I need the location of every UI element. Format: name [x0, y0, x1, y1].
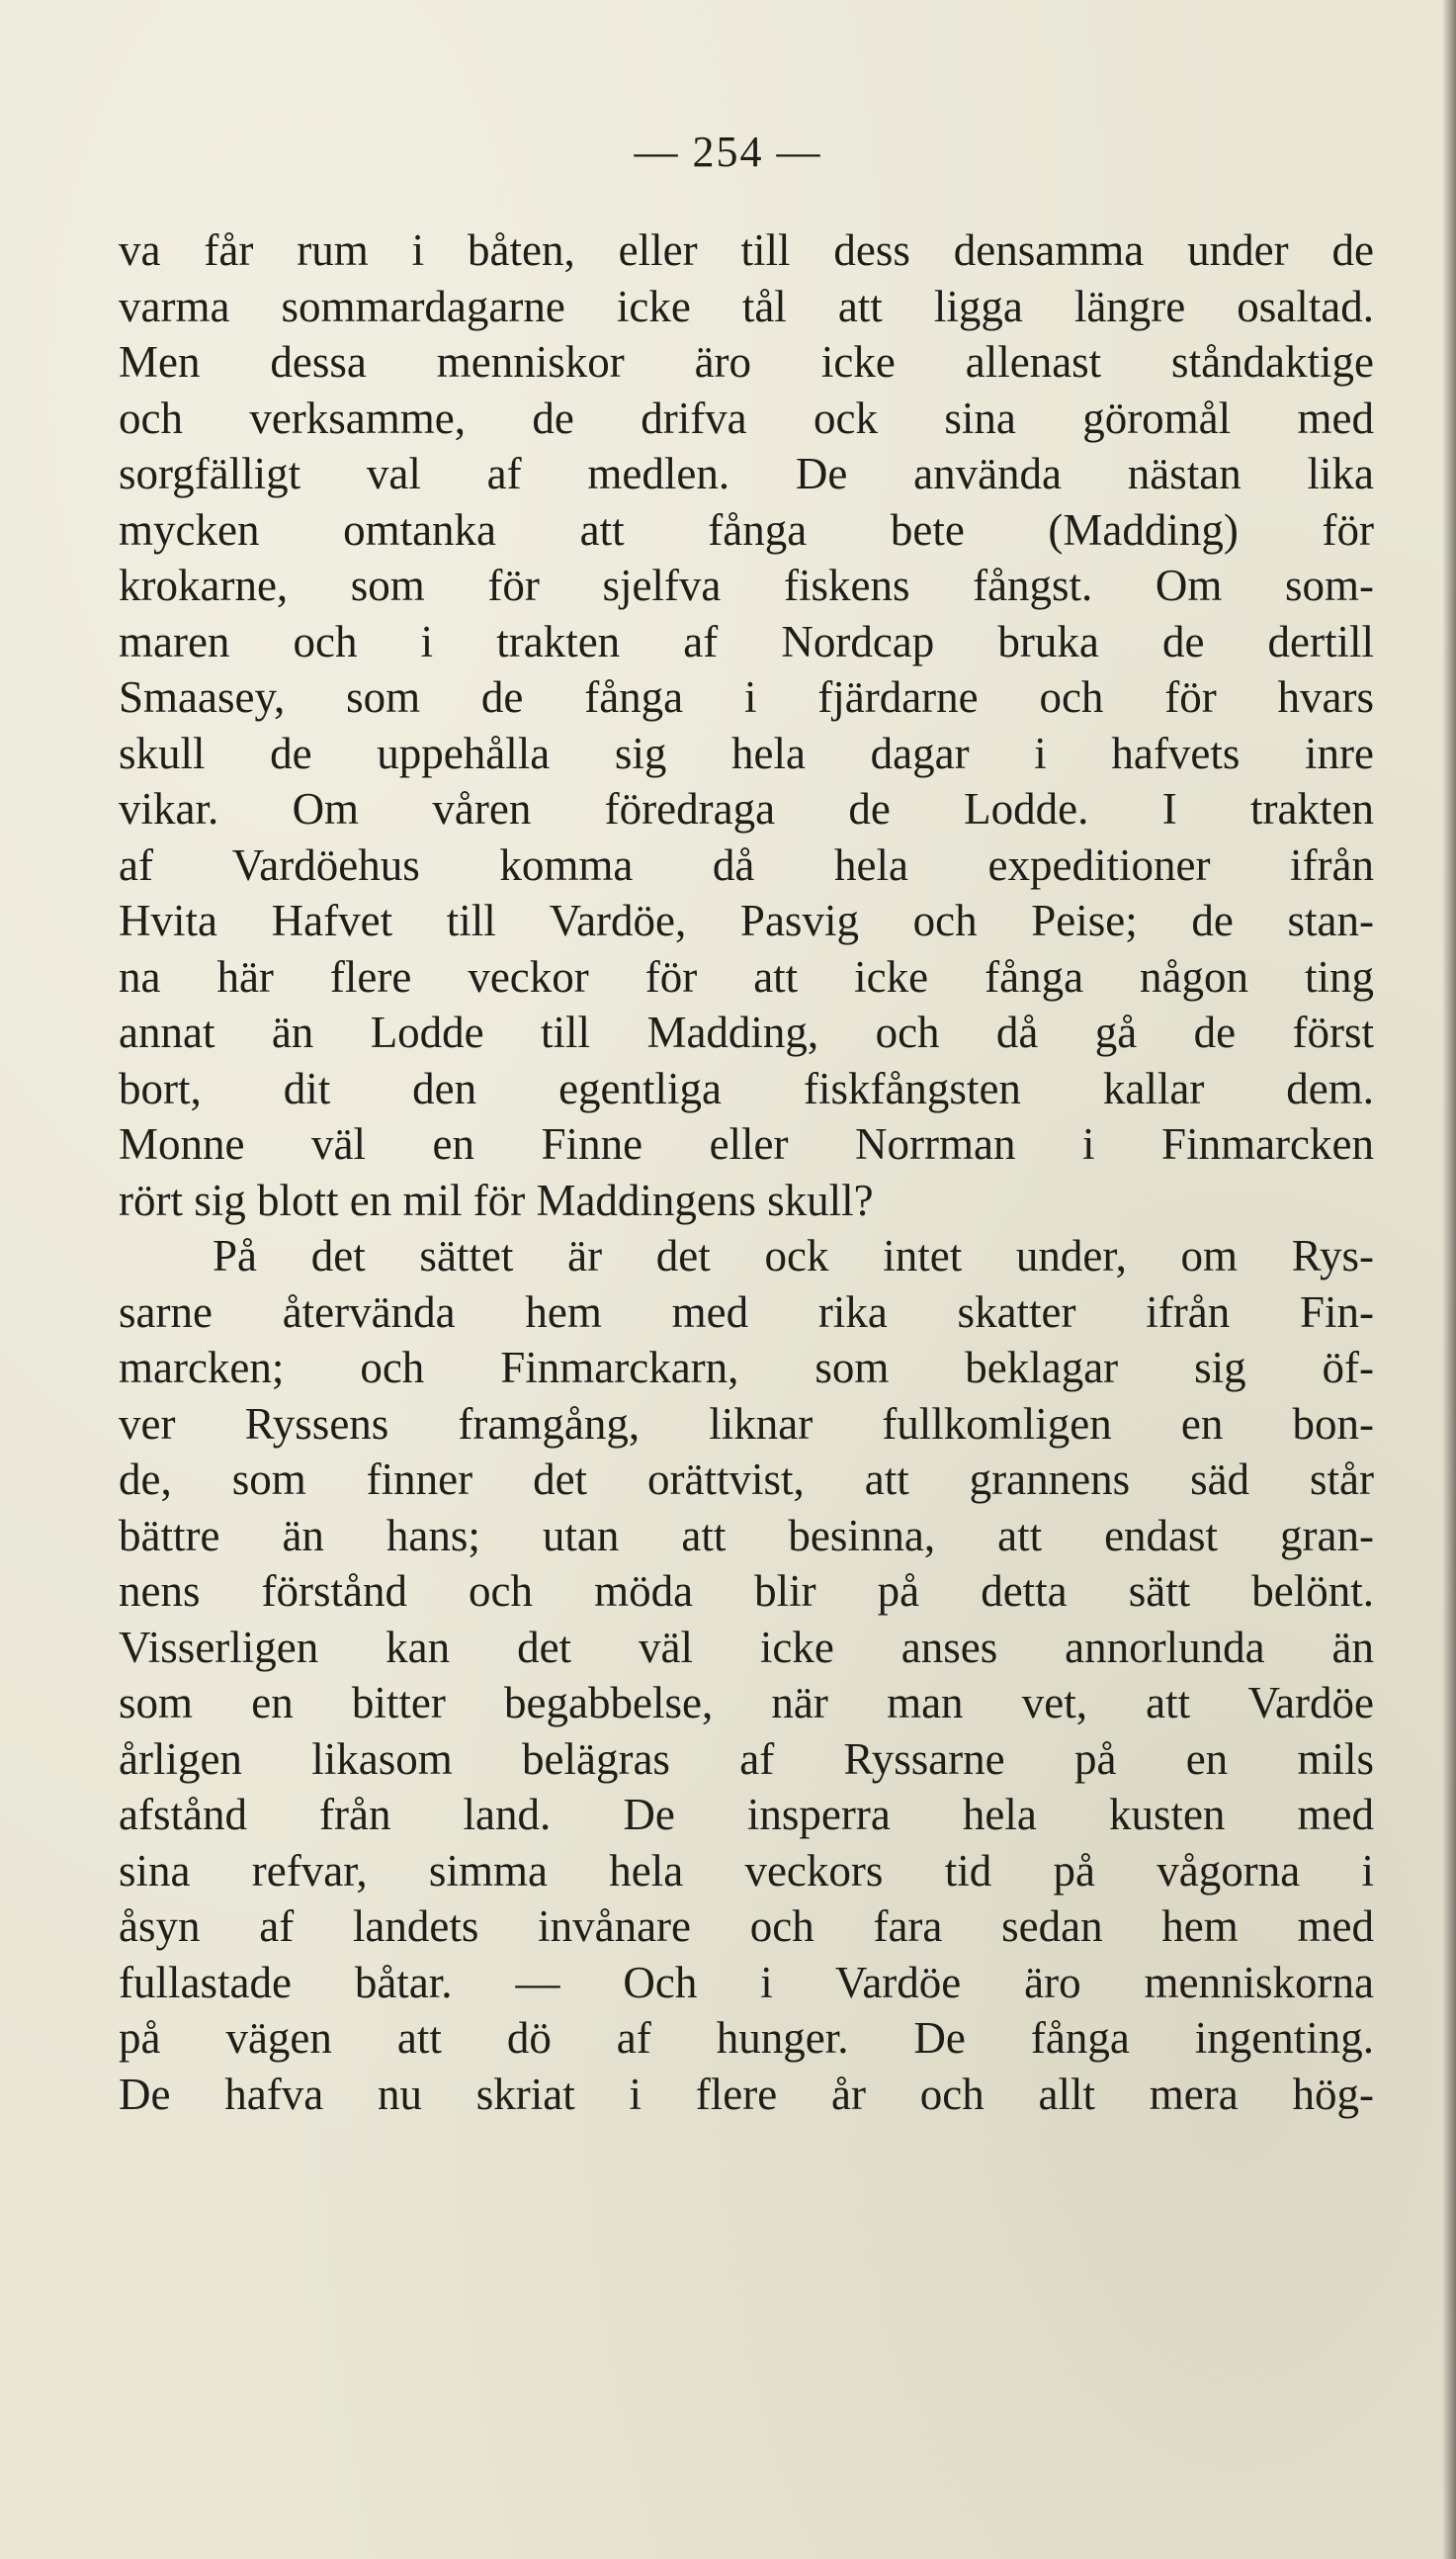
- text-line: som en bitter begabbelse, när man vet, att Vardöe: [119, 1678, 1374, 1727]
- text-line: åsyn af landets invånare och fara sedan hem med: [119, 1901, 1374, 1951]
- text-line: annat än Lodde till Madding, och då gå de först: [119, 1008, 1374, 1057]
- text-line: nens förstånd och möda blir på detta sätt belönt.: [119, 1566, 1374, 1616]
- text-line: på vägen att dö af hunger. De fånga ingenting.: [119, 2013, 1374, 2063]
- text-line: sorgfälligt val af medlen. De använda nästan lika: [119, 449, 1374, 498]
- text-line: skull de uppehålla sig hela dagar i hafvets inre: [119, 728, 1374, 778]
- page-edge-shadow: [1442, 0, 1456, 2559]
- text-line: Smaasey, som de fånga i fjärdarne och för hvars: [119, 672, 1374, 722]
- text-line: varma sommardagarne icke tål att ligga längre osaltad.: [119, 281, 1374, 331]
- text-line: Visserligen kan det väl icke anses annorlunda än: [119, 1622, 1374, 1672]
- text-line: afstånd från land. De insperra hela kusten med: [119, 1790, 1374, 1839]
- text-line: sina refvar, simma hela veckors tid på vågorna i: [119, 1845, 1374, 1896]
- text-line: maren och i trakten af Nordcap bruka de dertill: [119, 616, 1374, 666]
- text-line: fullastade båtar. — Och i Vardöe äro menniskorna: [119, 1957, 1374, 2007]
- text-line: Monne väl en Finne eller Norrman i Finmarcken: [119, 1119, 1374, 1169]
- text-line: vikar. Om våren föredraga de Lodde. I trakten: [119, 784, 1374, 834]
- text-line: marcken; och Finmarckarn, som beklagar sig öf-: [119, 1343, 1374, 1392]
- text-line: Men dessa menniskor äro icke allenast ståndaktige: [119, 337, 1374, 387]
- text-line: bättre än hans; utan att besinna, att endast gran-: [119, 1510, 1374, 1560]
- page-number-header: — 254 —: [634, 128, 822, 176]
- text-line: af Vardöehus komma då hela expeditioner ifrån: [119, 839, 1374, 890]
- text-line: ver Ryssens framgång, liknar fullkomligen en bon-: [119, 1398, 1374, 1449]
- text-line: sarne återvända hem med rika skatter ifrån Fin-: [119, 1286, 1374, 1337]
- body-text: [119, 222, 1374, 2122]
- text-line: bort, dit den egentliga fiskfångsten kallar dem.: [119, 1063, 1374, 1113]
- text-line: Hvita Hafvet till Vardöe, Pasvig och Peise; de stan-: [119, 896, 1374, 945]
- text-line: na här flere veckor för att icke fånga någon ting: [119, 951, 1374, 1002]
- text-line: va får rum i båten, eller till dess densamma under de: [119, 225, 1374, 275]
- text-line: årligen likasom belägras af Ryssarne på en mils: [119, 1733, 1374, 1784]
- text-line: de, som finner det orättvist, att grannens säd står: [119, 1455, 1374, 1504]
- text-line: mycken omtanka att fånga bete (Madding) för: [119, 504, 1374, 555]
- text-line: och verksamme, de drifva ock sina göromål med: [119, 393, 1374, 443]
- text-line: De hafva nu skriat i flere år och allt mera hög-: [119, 2069, 1374, 2119]
- text-line: krokarne, som för sjelfva fiskens fångst. Om som-: [119, 561, 1374, 610]
- text-line-paragraph-start: På det sättet är det ock intet under, om Rys-: [213, 1231, 1374, 1280]
- text-line-paragraph-end: rört sig blott en mil för Maddingens skull?: [119, 1175, 874, 1225]
